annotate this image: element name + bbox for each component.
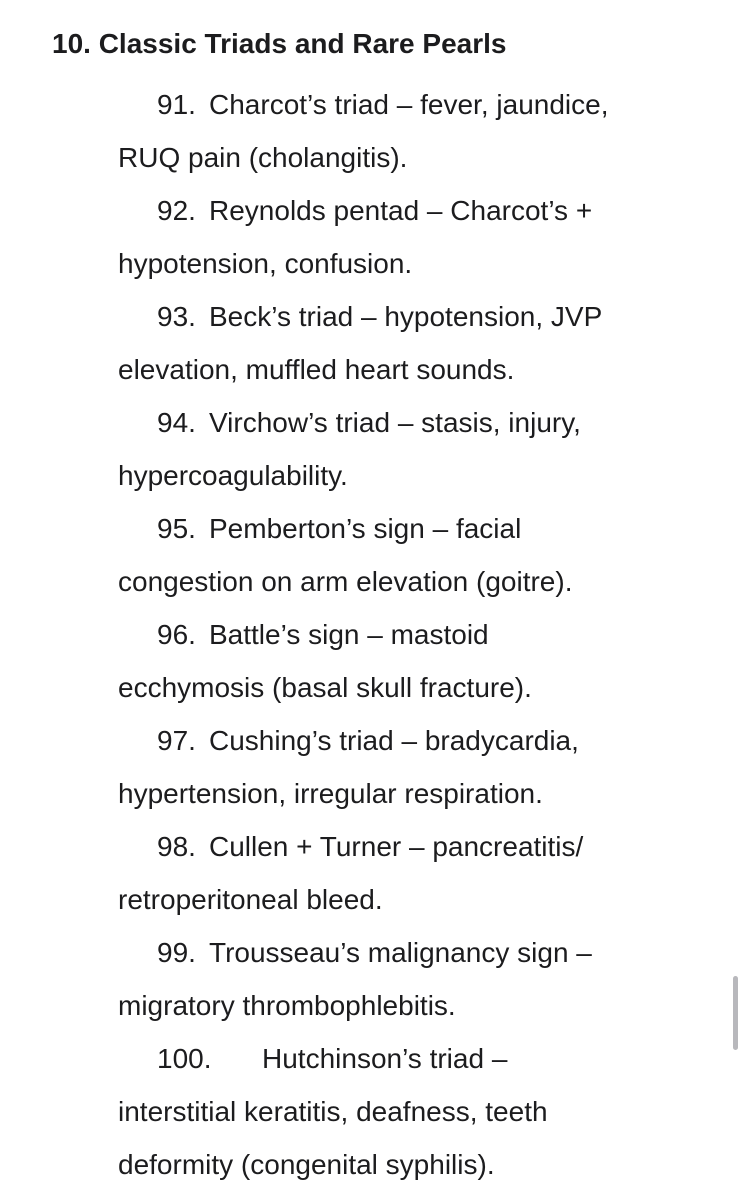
list-item-text: Charcot’s triad – fever, jaundice,	[209, 89, 609, 120]
list-item	[0, 608, 741, 714]
list-item	[0, 290, 741, 396]
list-item	[0, 820, 741, 926]
list-item-number: 93.	[157, 301, 196, 332]
list-item-first-line	[0, 820, 741, 873]
list-item-number: 97.	[157, 725, 196, 756]
list-item-text: elevation, muffled heart sounds.	[118, 354, 515, 385]
list-item-text: Trousseau’s malignancy sign –	[209, 937, 592, 968]
list-item-text: ecchymosis (basal skull fracture).	[118, 672, 532, 703]
list-item-number: 96.	[157, 619, 196, 650]
list-item-text: congestion on arm elevation (goitre).	[118, 566, 573, 597]
list-item-number: 99.	[157, 937, 196, 968]
list-item-continuation-line	[0, 1085, 741, 1138]
list-item-text: hypotension, confusion.	[118, 248, 413, 279]
list-item-number: 92.	[157, 195, 196, 226]
list-item-continuation-line	[0, 979, 741, 1032]
section-title: 10. Classic Triads and Rare Pearls	[52, 28, 507, 59]
list-item-first-line	[0, 608, 741, 661]
list-item-first-line	[0, 926, 741, 979]
list-item	[0, 1032, 741, 1191]
list-item-first-line	[0, 714, 741, 767]
list-item-number: 95.	[157, 513, 196, 544]
list-item-continuation-line	[0, 873, 741, 926]
list-item-continuation-line	[0, 343, 741, 396]
list-item-text: deformity (congenital syphilis).	[118, 1149, 495, 1180]
list-item-text: Virchow’s triad – stasis, injury,	[209, 407, 581, 438]
list-item-text: Beck’s triad – hypotension, JVP	[209, 301, 603, 332]
list-item-continuation-line	[0, 237, 741, 290]
list-item-first-line	[0, 1032, 741, 1085]
list-item-text: Cullen + Turner – pancreatitis/	[209, 831, 584, 862]
list-item-continuation-line	[0, 767, 741, 820]
list-item-text: retroperitoneal bleed.	[118, 884, 383, 915]
scrollbar[interactable]	[733, 976, 738, 1050]
list-item-text: Pemberton’s sign – facial	[209, 513, 522, 544]
list-item-number: 94.	[157, 407, 196, 438]
list-item-number: 100.	[157, 1043, 212, 1074]
list-item-text: Cushing’s triad – bradycardia,	[209, 725, 579, 756]
list-item-continuation-line	[0, 1138, 741, 1191]
list-item	[0, 926, 741, 1032]
list-item-continuation-line	[0, 661, 741, 714]
list-item-first-line	[0, 78, 741, 131]
list-item-text: hypercoagulability.	[118, 460, 348, 491]
list-item	[0, 396, 741, 502]
list-item-number: 98.	[157, 831, 196, 862]
list-item-text: hypertension, irregular respiration.	[118, 778, 543, 809]
list-item	[0, 184, 741, 290]
list-item-text: interstitial keratitis, deafness, teeth	[118, 1096, 548, 1127]
list-item-text: RUQ pain (cholangitis).	[118, 142, 408, 173]
list-item-continuation-line	[0, 449, 741, 502]
list-item-first-line	[0, 396, 741, 449]
list-item-first-line	[0, 290, 741, 343]
list-item	[0, 78, 741, 184]
list-item-continuation-line	[0, 555, 741, 608]
list-item-text: Reynolds pentad – Charcot’s +	[209, 195, 593, 226]
list-item-first-line	[0, 502, 741, 555]
list-item-text: Battle’s sign – mastoid	[209, 619, 489, 650]
list-item-text: Hutchinson’s triad –	[262, 1043, 508, 1074]
list-item-text: migratory thrombophlebitis.	[118, 990, 456, 1021]
numbered-list	[0, 78, 741, 1191]
list-item-number: 91.	[157, 89, 196, 120]
list-item	[0, 714, 741, 820]
list-item-continuation-line	[0, 131, 741, 184]
list-item-first-line	[0, 184, 741, 237]
list-item	[0, 502, 741, 608]
